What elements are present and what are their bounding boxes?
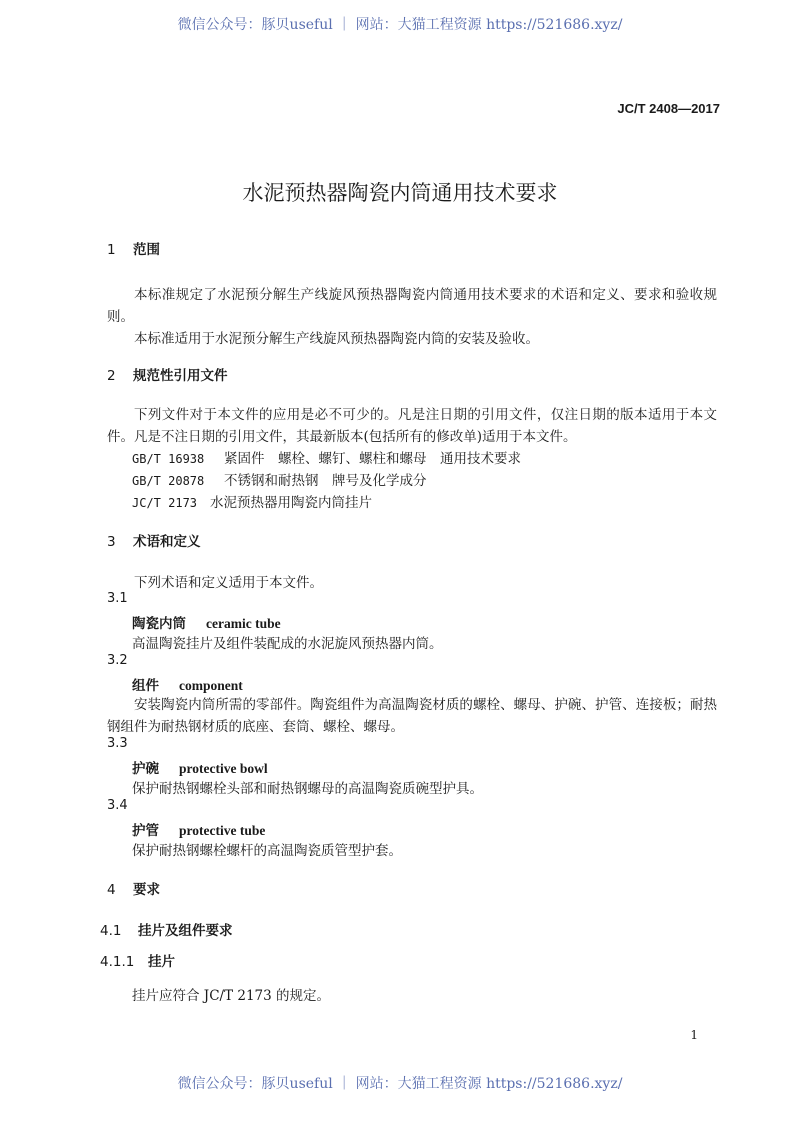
term-zh: 陶瓷内筒 bbox=[132, 616, 186, 632]
section-title: 规范性引用文件 bbox=[133, 368, 228, 384]
section-2-paragraph-1: 下列文件对于本文件的应用是必不可少的。凡是注日期的引用文件，仅注日期的版本适用于本文件。凡是不注日期的引用文件，其最新版本(包括所有的修改单)适用于本文件。 bbox=[107, 407, 717, 445]
term-number: 3.1 bbox=[107, 591, 128, 606]
section-number: 2 bbox=[107, 368, 116, 384]
reference-title: 不锈钢和耐热钢 牌号及化学成分 bbox=[224, 473, 427, 489]
section-2-heading bbox=[107, 364, 228, 384]
term-number: 3.4 bbox=[107, 798, 128, 813]
term-zh: 组件 bbox=[132, 678, 159, 694]
section-4-heading bbox=[107, 878, 160, 898]
term-heading bbox=[132, 819, 265, 839]
section-4-1-1-heading bbox=[100, 950, 175, 970]
term-heading bbox=[132, 757, 268, 777]
term-number: 3.2 bbox=[107, 653, 128, 668]
section-title: 要求 bbox=[133, 882, 160, 898]
term-heading bbox=[132, 674, 243, 694]
standard-number: JC/T 2408—2017 bbox=[617, 101, 720, 116]
term-en: ceramic tube bbox=[206, 616, 281, 631]
term-heading bbox=[132, 612, 281, 632]
section-3-paragraph-1: 下列术语和定义适用于本文件。 bbox=[134, 575, 323, 591]
term-zh: 护管 bbox=[132, 823, 159, 839]
section-4-1-heading bbox=[100, 919, 233, 939]
term-zh: 护碗 bbox=[132, 761, 159, 777]
term-definition: 保护耐热钢螺栓螺杆的高温陶瓷质管型护套。 bbox=[132, 843, 402, 859]
reference-title: 紧固件 螺栓、螺钉、螺柱和螺母 通用技术要求 bbox=[224, 451, 521, 467]
section-1-paragraph-2: 本标准适用于水泥预分解生产线旋风预热器陶瓷内筒的安装及验收。 bbox=[134, 331, 539, 347]
watermark-top: 微信公众号：豚贝useful ｜ 网站：大猫工程资源 https://521686.xyz/ bbox=[177, 17, 623, 33]
reference-title: 水泥预热器用陶瓷内筒挂片 bbox=[210, 495, 372, 511]
term-definition: 保护耐热钢螺栓头部和耐热钢螺母的高温陶瓷质碗型护具。 bbox=[132, 781, 483, 797]
term-en: component bbox=[179, 678, 243, 693]
reference-item bbox=[132, 469, 427, 489]
section-number: 4.1 bbox=[100, 923, 122, 939]
section-1-heading bbox=[107, 238, 160, 258]
section-3-heading bbox=[107, 530, 201, 550]
reference-item bbox=[132, 447, 521, 467]
section-title: 术语和定义 bbox=[133, 534, 201, 550]
section-title: 范围 bbox=[133, 242, 160, 258]
section-1-paragraph-1: 本标准规定了水泥预分解生产线旋风预热器陶瓷内筒通用技术要求的术语和定义、要求和验收规则。 bbox=[107, 287, 717, 325]
term-en: protective tube bbox=[179, 823, 266, 838]
section-number: 4 bbox=[107, 882, 116, 898]
watermark-bottom: 微信公众号：豚贝useful ｜ 网站：大猫工程资源 https://521686.xyz/ bbox=[177, 1076, 623, 1092]
section-number: 4.1.1 bbox=[100, 954, 135, 970]
section-title: 挂片 bbox=[148, 954, 175, 970]
section-number: 3 bbox=[107, 534, 116, 550]
reference-code: GB/T 20878 bbox=[132, 474, 205, 488]
section-4-1-1-paragraph: 挂片应符合 JC/T 2173 的规定。 bbox=[132, 988, 331, 1004]
term-number: 3.3 bbox=[107, 736, 128, 751]
term-definition: 高温陶瓷挂片及组件装配成的水泥旋风预热器内筒。 bbox=[132, 636, 443, 652]
reference-code: JC/T 2173 bbox=[132, 496, 198, 510]
term-definition: 安装陶瓷内筒所需的零部件。陶瓷组件为高温陶瓷材质的螺栓、螺母、护碗、护管、连接板；耐热钢组件为耐热钢材质的底座、套筒、螺栓、螺母。 bbox=[107, 697, 717, 735]
page-title: 水泥预热器陶瓷内筒通用技术要求 bbox=[242, 181, 558, 205]
reference-code: GB/T 16938 bbox=[132, 452, 205, 466]
reference-item bbox=[132, 491, 372, 511]
section-number: 1 bbox=[107, 242, 116, 258]
section-title: 挂片及组件要求 bbox=[138, 923, 233, 939]
page-number: 1 bbox=[690, 1028, 698, 1042]
term-en: protective bowl bbox=[179, 761, 268, 776]
